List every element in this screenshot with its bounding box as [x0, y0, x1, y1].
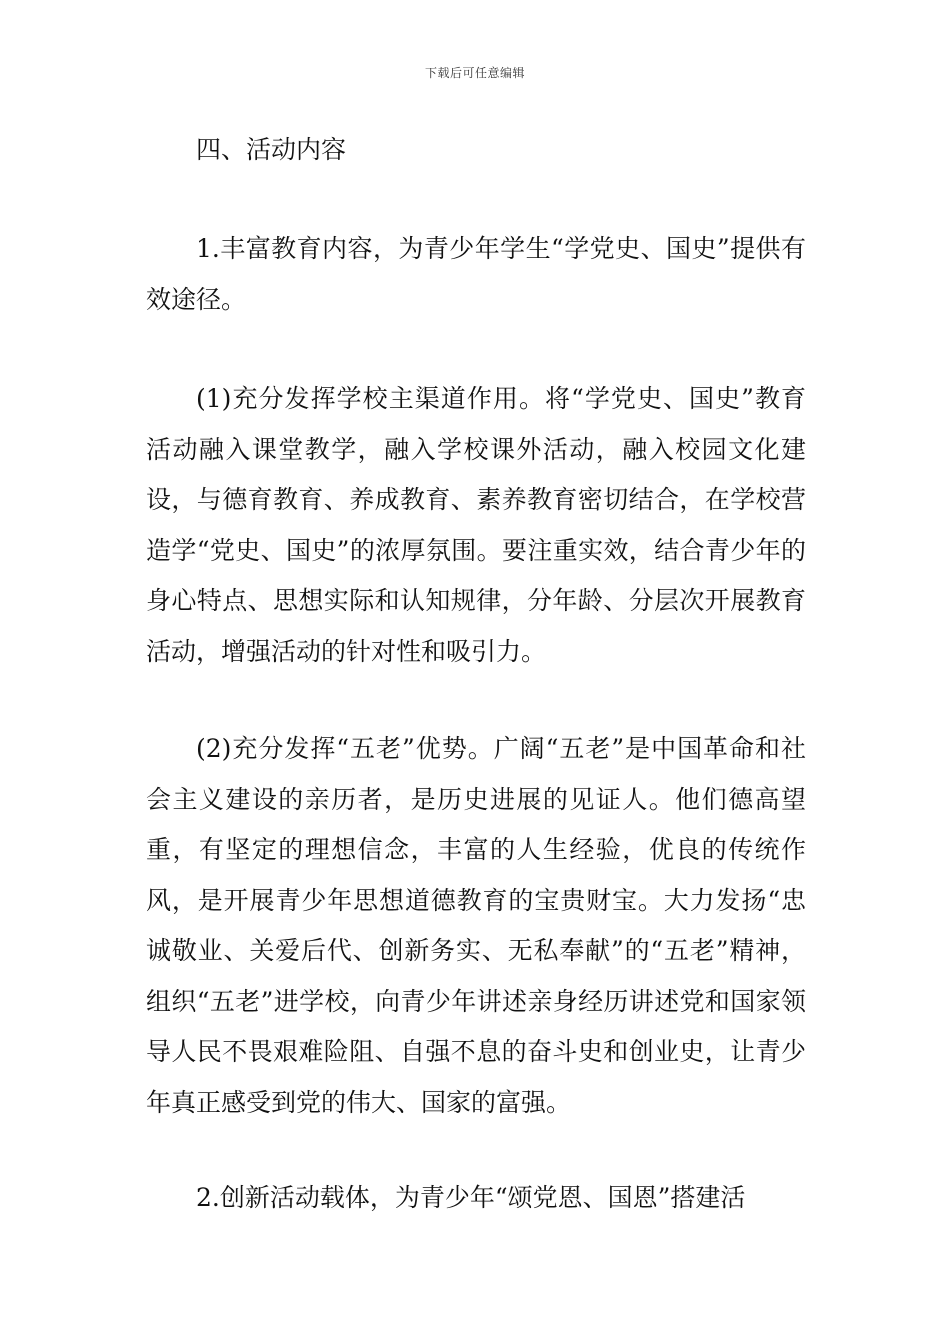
paragraph-item-2: 2.创新活动载体，为青少年“颂党恩、国恩”搭建活 [196, 1183, 746, 1212]
section-heading: 四、活动内容 [196, 135, 347, 164]
header-note: 下载后可任意编辑 [424, 66, 525, 80]
paragraph-item-1: 1.丰富教育内容，为青少年学生“学党史、国史”提供有效途径。 [146, 234, 806, 314]
paragraph-sub-item-1: (1)充分发挥学校主渠道作用。将“学党史、国史”教育活动融入课堂教学，融入学校课外活动，融入校园文化建设，与德育教育、养成教育、素养教育密切结合，在学校营造学“党史、国史”的浓厚氛围。要注重实效，结合青少年的身心特点、思想实际和认知规律，分年龄、分层次开展教育活动，增强活动的针对性和吸引力。 [146, 384, 806, 666]
paragraph-sub-item-2: (2)充分发挥“五老”优势。广阔“五老”是中国革命和社会主义建设的亲历者，是历史进展的见证人。他们德高望重，有坚定的理想信念，丰富的人生经验，优良的传统作风，是开展青少年思想道德教育的宝贵财宝。大力发扬“忠诚敬业、关爱后代、创新务实、无私奉献”的“五老”精神，组织“五老”进学校，向青少年讲述亲身经历讲述党和国家领导人民不畏艰难险阻、自强不息的奋斗史和创业史，让青少年真正感受到党的伟大、国家的富强。 [146, 734, 806, 1117]
